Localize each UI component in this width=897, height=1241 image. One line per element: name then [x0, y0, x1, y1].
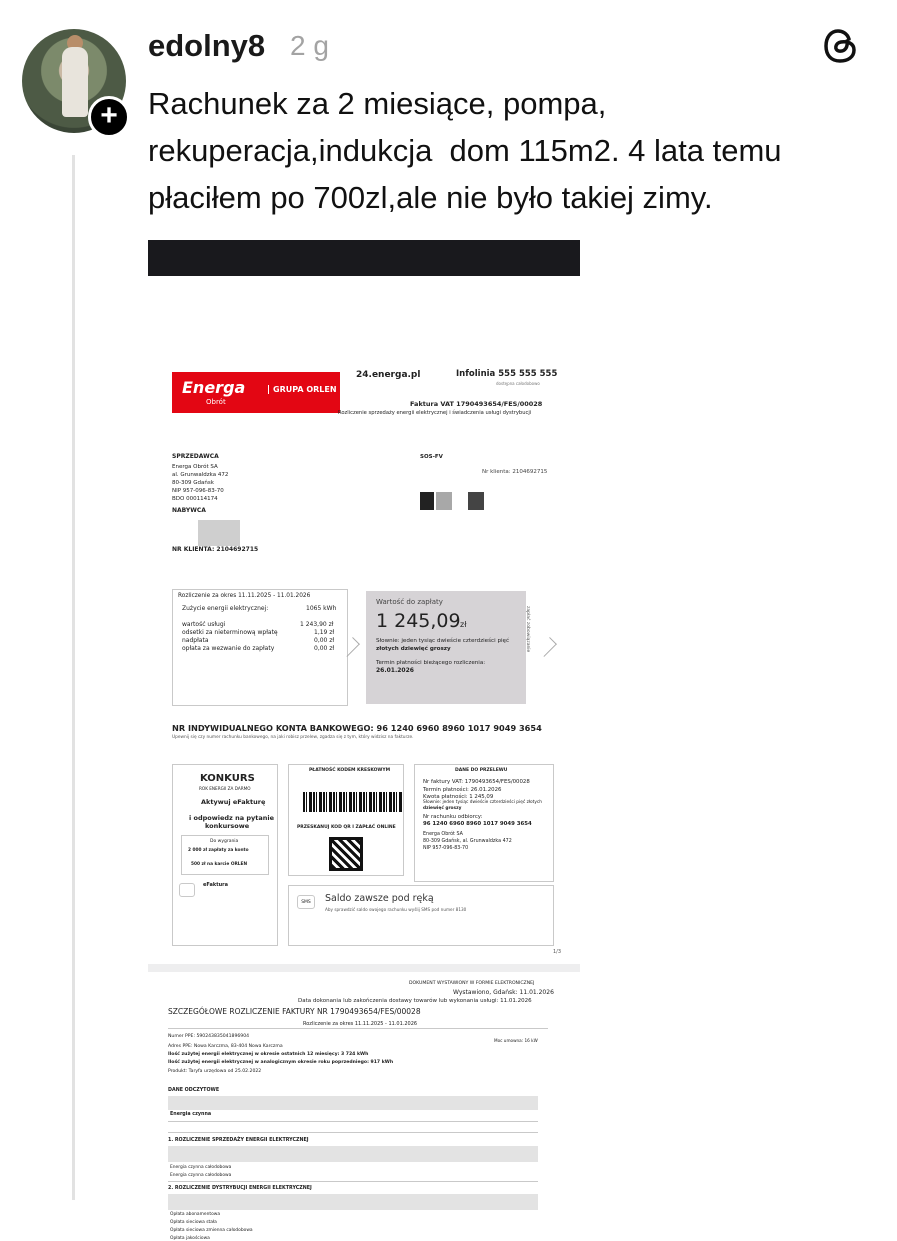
divider — [168, 1121, 538, 1122]
usage-label: Zużycie energii elektrycznej: — [182, 605, 269, 612]
logo-group: GRUPA ORLEN — [268, 385, 337, 394]
prizes-label: Do wygrania — [210, 839, 239, 844]
qr-code-icon — [329, 837, 363, 871]
distribution-row: Opłata sieciowa zmienna całodobowa — [170, 1228, 253, 1233]
usage-prev: Ilość zużytej energii elektrycznej w analogicznym okresie roku poprzedniego: 917 kWh — [168, 1060, 394, 1065]
barcode-box — [288, 764, 404, 876]
post-text: Rachunek za 2 miesiące, pompa, rekuperacja,indukcja dom 115m2. 4 lata temu płaciłem po 700zl,ale nie było takiej zimy. — [148, 86, 782, 215]
thread-line — [72, 155, 75, 1200]
seller-heading: SPRZEDAWCA — [172, 453, 219, 460]
prize-box — [181, 835, 269, 875]
transfer-line: Nr faktury VAT: 1790493654/FES/00028 — [423, 779, 530, 785]
bank-note: Upewnij się czy numer rachunku bankowego, na jaki robisz przelew, zgadza się z tym, który widzisz na fakturze. — [172, 735, 414, 740]
address-redaction — [436, 492, 452, 510]
invoice-number: Faktura VAT 1790493654/FES/00028 — [410, 400, 543, 408]
transfer-box — [414, 764, 554, 882]
contact-hotline: Infolinia 555 555 555 — [456, 369, 558, 379]
summary-row-value: 0,00 zł — [314, 637, 335, 644]
transfer-line: Termin płatności: 26.01.2026 — [423, 787, 502, 793]
page-number: 1/3 — [553, 949, 562, 955]
summary-row-label: wartość usługi — [182, 621, 226, 628]
transfer-line: Kwota płatności: 1 245,09 — [423, 794, 494, 800]
usage-12m: Ilość zużytej energii elektrycznej w okresie ostatnich 12 miesięcy: 3 724 kWh — [168, 1052, 369, 1057]
amount-in-words: Słownie: jeden tysiąc dwieście czterdzieści pięć — [376, 638, 510, 644]
contest-subtitle: ROK ENERGII ZA DARMO — [199, 786, 251, 791]
contest-line: konkursowe — [205, 822, 250, 830]
contract-power: Moc umowna: 16 kW — [494, 1038, 538, 1043]
summary-row-value: 1 243,90 zł — [300, 621, 334, 628]
summary-row-label: opłata za wezwanie do zapłaty — [182, 645, 275, 652]
invoice-description: Rozliczenie sprzedaży energii elektrycznej i świadczenia usługi dystrybucji — [338, 410, 532, 416]
contact-hotline-note: dostępna całodobowo — [496, 381, 540, 386]
transfer-line: 80-309 Gdańsk, al. Grunwaldzka 472 — [423, 839, 512, 844]
sms-icon: SMS — [297, 895, 315, 909]
contest-title: KONKURS — [200, 773, 255, 784]
follow-button[interactable]: + — [88, 96, 130, 138]
logo-sub: Obrót — [206, 398, 226, 406]
section-distribution: 2. ROZLICZENIE DYSTRYBUCJI ENERGII ELEKTRYCZNEJ — [168, 1186, 312, 1191]
distribution-row: Opłata abonamentowa — [170, 1212, 221, 1217]
issued-date: Wystawiono, Gdańsk: 11.01.2026 — [453, 989, 554, 996]
page-break — [148, 964, 580, 972]
logo-name: Energa — [182, 378, 246, 397]
summary-row-label: nadpłata — [182, 637, 209, 644]
seller-line: NIP 957-096-83-70 — [172, 488, 224, 494]
transfer-line: Nr rachunku odbiorcy: — [423, 814, 483, 820]
due-date: 26.01.2026 — [376, 667, 414, 674]
chevron-right-icon — [537, 637, 557, 657]
pay-side-note: zapłać zobowiązanie — [525, 606, 530, 653]
buyer-client-number: NR KLIENTA: 2104692715 — [172, 546, 259, 553]
attached-image[interactable] — [148, 240, 580, 1241]
balance-title: Saldo zawsze pod ręką — [325, 893, 434, 904]
barcode-scan-note: PRZESKANUJ KOD QR I ZAPŁAĆ ONLINE — [297, 825, 396, 830]
readings-heading: DANE ODCZYTOWE — [168, 1088, 220, 1093]
amount-in-words: złotych dziewięć groszy — [376, 646, 451, 652]
contest-box — [172, 764, 278, 946]
service-date: Data dokonania lub zakończenia dostawy towarów lub wykonania usługi: 11.01.2026 — [298, 998, 532, 1004]
contest-line: i odpowiedz na pytanie — [189, 814, 274, 822]
amount-due-label: Wartość do zapłaty — [376, 598, 443, 606]
balance-sms-box — [288, 885, 554, 946]
efaktura-icon — [179, 883, 195, 897]
seller-line: Energa Obrót SA — [172, 464, 218, 470]
bank-account: NR INDYWIDUALNEGO KONTA BANKOWEGO: 96 1240 6960 8960 1017 9049 3654 — [172, 723, 542, 733]
prize: 500 zł na karcie ORLEN — [191, 862, 248, 867]
efaktura-label: eFaktura — [203, 882, 229, 888]
distribution-row: Opłata sieciowa stała — [170, 1220, 217, 1225]
prize: 2 000 zł zapłaty za konto — [188, 848, 249, 853]
barcode-title: PŁATNOŚĆ KODEM KRESKOWYM — [309, 768, 391, 773]
seller-line: 80-309 Gdańsk — [172, 480, 214, 486]
seller-line: BDO 000114174 — [172, 496, 218, 502]
buyer-heading: NABYWCA — [172, 507, 206, 514]
contact-web: 24.energa.pl — [356, 370, 421, 380]
contest-line: Aktywuj eFakturę — [201, 798, 266, 806]
transfer-line: dziewięć groszy — [423, 806, 462, 811]
image-top-bar — [148, 240, 580, 276]
energy-label: Energia czynna — [170, 1112, 212, 1117]
divider — [168, 1028, 548, 1029]
usage-value: 1065 kWh — [306, 605, 337, 612]
energa-logo — [172, 372, 340, 413]
post-timestamp: 2 g — [290, 30, 329, 61]
page2-heading: SZCZEGÓŁOWE ROZLICZENIE FAKTURY NR 1790493654/FES/00028 — [168, 1007, 421, 1016]
invoice-document — [148, 276, 580, 1241]
divider — [168, 1181, 538, 1182]
doc-note: DOKUMENT WYSTAWIONY W FORMIE ELEKTRONICZNEJ — [409, 981, 535, 986]
avatar-figure — [62, 47, 88, 117]
transfer-line: NIP 957-096-83-70 — [423, 846, 469, 851]
amount-due-box — [366, 591, 526, 704]
address-redaction — [468, 492, 484, 510]
transfer-line: Energa Obrót SA — [423, 832, 463, 837]
sos-label: SOS-FV — [420, 454, 443, 460]
client-number-right: Nr klienta: 2104692715 — [482, 469, 548, 475]
tariff: Produkt: Taryfa urzędowa od 25.02.2022 — [168, 1069, 262, 1074]
threads-logo-icon[interactable] — [821, 26, 861, 66]
divider — [168, 1132, 538, 1133]
summary-row-value: 0,00 zł — [314, 645, 335, 652]
amount-due-value: 1 245,09 — [376, 610, 461, 632]
page2-period: Rozliczenie za okres 11.11.2025 - 11.01.2026 — [303, 1021, 418, 1027]
balance-text: Aby sprawdzić saldo swojego rachunku wyślij SMS pod numer 8130 — [325, 907, 467, 912]
billing-period: Rozliczenie za okres 11.11.2025 - 11.01.2026 — [178, 593, 311, 599]
buyer-redaction — [198, 520, 240, 546]
readings-table-header — [168, 1096, 538, 1110]
sales-table-header — [168, 1146, 538, 1162]
section-sales: 1. ROZLICZENIE SPRZEDAŻY ENERGII ELEKTRYCZNEJ — [168, 1138, 309, 1143]
transfer-title: DANE DO PRZELEWU — [455, 768, 508, 773]
sales-row: Energia czynna całodobowa — [170, 1165, 232, 1170]
summary-row-label: odsetki za nieterminową wpłatę — [182, 629, 278, 636]
ppe-number: Numer PPE: 590243835041896904 — [168, 1034, 250, 1039]
distribution-table-header — [168, 1194, 538, 1210]
seller-line: al. Grunwaldzka 472 — [172, 472, 229, 478]
distribution-row: Opłata jakościowa — [170, 1236, 210, 1241]
address-redaction — [420, 492, 434, 510]
username[interactable]: edolny8 — [148, 28, 266, 63]
amount-due-currency: zł — [460, 620, 467, 629]
sales-row: Energia czynna całodobowa — [170, 1173, 232, 1178]
transfer-line: Słownie: jeden tysiąc dwieście czterdzieści pięć złotych — [423, 800, 542, 805]
due-label: Termin płatności bieżącego rozliczenia: — [376, 660, 486, 666]
ppe-address: Adres PPE: Nowa Karczma, 83-404 Nowa Karczma — [168, 1044, 283, 1049]
transfer-line: 96 1240 6960 8960 1017 9049 3654 — [423, 821, 532, 827]
barcode-icon — [303, 792, 403, 812]
summary-row-value: 1,19 zł — [314, 629, 335, 636]
